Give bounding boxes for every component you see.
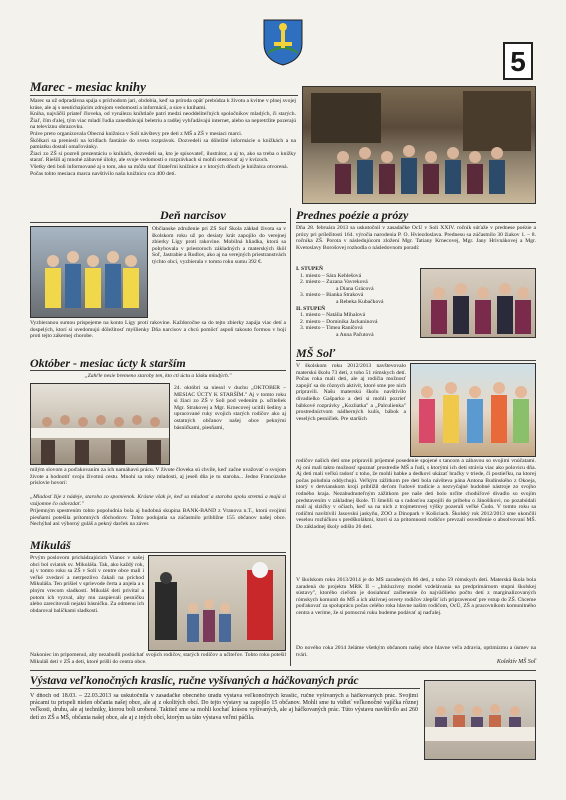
results-heading: II. STUPEŇ	[296, 305, 326, 312]
narcisy-text-right: Občianske združenie pri ZŠ Soľ Škola zákład života sa v školskom roku už po desiaty krát zapojilo do verejnej zbierky Ligy proti rakovine. Mobilná hliadka, ktorá sa pohybovala v priestoroch základných a materských škôl Soľ, Jastrabie a Rudlov, ako aj na verejných priestranstvách týchto obcí, vyzbierala v tomto roku sumu 392 €.	[152, 226, 286, 265]
narcisy-text-bottom: Vyzbieranou sumou prispejeme na konto Ligy proti rakovine. Každoročne sa do tejto zbierky zapája viac detí a dospelých, ktorí si uvedomujú dôležitosť myšlienky Dňa narcisov a chcú pomôcť aspoň takouto formou v boji proti tejto zákernej chorobe.	[30, 320, 286, 340]
ms-sol-photo	[410, 363, 536, 457]
marec-rule	[30, 95, 298, 96]
marec-paragraph: Škôlkari sa preniesli na krídlach fantázie do sveta rozprávok. Dozvedeli sa dôležité informácie o knižkách a na pamiatku dostali omaľovánky.	[30, 137, 296, 151]
marec-photo-library	[302, 86, 536, 204]
results-item: a Anna Pačutová	[336, 331, 374, 338]
results-item: a Diana Grácová	[336, 285, 374, 292]
oktober-quote: „Mladosť žije z nádeje, staroba zo spomienok. Krásne však je, keď sa mladosť a staroba spolu stretnú a majú si vzájomne čo odovzdať."	[30, 494, 286, 507]
coat-of-arms-icon	[262, 18, 304, 66]
results-heading: I. STUPEŇ	[296, 266, 324, 272]
marec-title: Marec - mesiac knihy	[30, 79, 146, 94]
marec-paragraph: Marec sa už odpradávna spája s príchodom jari, obdobia, keď sa príroda opäť prebúdza k životu a kvitne v plnej svojej kráse, ale aj s neutíchajúcim zdrojom vedomostí a informácií, a sice s knihami.	[30, 98, 296, 111]
mikulas-text-right: Prvým poslovom prichádzajúcich Vianoc v našej obci bol sviatok sv. Mikuláša. Tak, ako každý rok, aj v tomto roku sa ZŠ v Soli v centre obce mali i veľké zvedaví a netrpezlivo čakali na príchod Mikuláša. Ten prišiel v sprievode čerta a anjela a s plným vrecom sladkostí. Mikuláš deti privítal a potom ich vyzval, aby mu zaspievali pesničku alebo zarecitovali nejakú básničku. Za odmenu ich obdaroval balíčkami sladkostí.	[30, 555, 144, 614]
narcisy-rule	[30, 222, 286, 223]
prednes-title: Prednes poézie a prózy	[296, 208, 409, 222]
ms-sol-signature: Kolektív MŠ Soľ	[496, 659, 536, 665]
results-item: 3. miesto – Timea Raničová	[300, 325, 363, 332]
prednes-rule	[296, 222, 536, 223]
ms-sol-text-full: rodičov našich detí sme pripravili príjemné posedenie spojené s tancom a zábavou so svojimi vnúčatami. Aj oni mali takto možnosť spoznať prostredie MŠ a ľudí, s ktorými ich deti strávia viac ako polovicu dňa. Aj deti mali veľkú radosť z toho, že mohli babke a dedkovi ukázať hračky v triede, či postieľku, na ktorej počas poludnia oddychujú. Veľkým zážitkom pre deti bola návšteva pána Antona Budinského z Okoeja, ktorý v detvianskom kroji priblížil deťom ľudové tradície a nezvyčajné hudobné nástroje zo svojho rodného kraja. Nezabudnuteľným zážitkom pre naše deti bolo určite chodúľové divadlo so svojím predstavením v základnej škole. Ti šmelili sa s radosťou zapojili do príbehu o Jánošíkovi, no pozabúdali mali aj slzičky v očiach, keď sa na nich z trojmetrovej výšky pozerali veľké Čudo. V tomto roku sa rodičmi navštívili Jasovskú jaskyňu, ZOO a Dinopark v Košiciach. Školský rok 2012/2013 sme ukončili veselou rozlúčkou s predškolákmi, ktorí si za prítomnosti rodičov prevzali osvedčenie o absolvovaní MŠ. Do základnej školy odišlo 26 detí.	[296, 458, 536, 530]
prednes-results	[296, 266, 416, 339]
oktober-text-full: milým slovom a poďakovaním za ich namáhavú prácu. V živote človeka sú chvíle, keď začne uvažovať o svojom živote a hodnotiť svoju životnú cestu. Mnohí sa roky mladosti, aj jeseň dňa je tu staroba... Jedno Francúzske príslovie hovorí:	[30, 467, 286, 487]
mikulas-photo	[148, 555, 286, 651]
ms-sol-title: MŠ Soľ	[296, 346, 336, 360]
results-item: a Rebeka Kubačková	[336, 298, 384, 305]
results-item: 1. miesto – Natália Mihalová	[300, 312, 366, 319]
results-item: 1. miesto – Sára Keblešová	[300, 272, 362, 279]
marec-paragraph: Počas tohto mesiaca marca navštívilo našu knižnicu cca 400 detí.	[30, 170, 177, 177]
oktober-title: Október - mesiac úcty k starším	[30, 356, 186, 370]
mikulas-title: Mikuláš	[30, 538, 71, 552]
ms-sol-rule	[296, 360, 536, 361]
prednes-photo	[420, 268, 536, 338]
oktober-text-end: Príjemným spestrením tohto popoludnia bola aj hudobná skupina BANK-BAND z Vranova n.T., ktorá svojimi piesňami potešila prítomných dôchodcov. Tohto podujatia sa zúčastnilo približne 155 občanov našej obce. Nechýbal ani výborný guláš a pekný darček na záver.	[30, 508, 286, 528]
ms-sol-text-end: V školskom roku 2013/2014 je do MŠ zaradených 86 detí, z toho 59 rómskych detí. Materská škola bola zaradená do projektu MRK II – „Inkluzívny model vzdelávania na predprimárnom stupni školskej sústavy", ktorého cieľom je dosiahnuť začlenenie čo najväčšieho počtu detí z marginalizovaných rómskych komunít do MŠ a ich aktívnej osvety rodičov zlepšiť ich pripravenosť pre vstup do ZŠ. Chceme poďakovať za spoluprácu počas celého roka hlavne našim rodičom, OcÚ, ZŠ a pracovníkom komunitného centra a veríme, že si pomocnú ruku budeme podávať aj naďalej.	[296, 577, 536, 616]
vystava-top-rule	[30, 670, 536, 671]
oktober-photo	[30, 383, 170, 465]
results-item: 3. miesto – Bianka Straková	[300, 292, 364, 299]
marec-paragraph: Všetky deti boli informované aj o tom, ako sa môžu stať čitateľmi knižnice a v ktorých dňoch je knižnica otvorená.	[30, 163, 289, 170]
mikulas-text-full: Nakoniec im pripomenul, aby nezabudli poslúchať svojich rodičov, starých rodičov a učiteľov. Tohto roku potešil Mikuláš deti v ZŠ a deti, ktoré prišli do centra obce.	[30, 652, 286, 665]
vystava-rule	[30, 688, 420, 689]
oktober-motto: „Zahŕle nesie bremeno staroby ten, kto ctí úctu a lásku mladých."	[84, 373, 232, 379]
vystava-photo	[424, 680, 536, 760]
vystava-title: Výstava veľkonočných kraslíc, ručne vyšívaných a háčkovaných prác	[30, 675, 359, 687]
oktober-rule	[30, 370, 286, 371]
results-item: 2. miesto – Dominika Jackaninová	[300, 318, 378, 325]
results-item: 2. miesto – Zuzana Vavreková	[300, 279, 368, 286]
prednes-intro: Dňa 28. februára 2013 sa uskutočnil v zasadačke OcÚ v Soli XXIV. ročník súťaže v prednese poézie a prózy pri príležitosti 164. výročia narodenia P. O. Hviezdoslava. Prednesu sa zúčastnilo 30 žiakov 1. – 8. ročníka ZŠ. Porota v následujúcom zložení Mgr. Tatiany Krnecovej, Mgr. Jany Hrivnákovej a Mgr. Kvetoslavy Borošovej rozhodla o následovnom poradí:	[296, 225, 536, 251]
narcisy-title: Deň narcisov	[160, 208, 226, 222]
marec-text	[30, 98, 296, 210]
ms-sol-text-side: V školskom roku 2012/2013 navštevovalo materskú školu 73 detí, z toho 51 rómskych detí. Počas roka mali deti, ale aj rodičia možnosť zapojiť sa do rôznych aktivít, ktoré sme pre nich pripravili. Našu materskú školu navštívilo divadielko Gašparko a deti si mohli pozrieť bábkové rozprávky „Kozliatka" a „Palculienka" prostredníctvom nádherných kulís, bábok a veselých pesničiek. Pre starších	[296, 363, 406, 422]
page-number: 5	[503, 42, 533, 80]
marec-paragraph: Práve preto organizovala Obecná knižnica v Soli návštevy pre deti z MŠ a ZŠ v mesiaci marci.	[30, 130, 243, 137]
mikulas-rule	[30, 552, 286, 553]
marec-paragraph: Žiaci zo ZŠ si pozreli prezentáciu o knihách, dozvedeli sa, kto je spisovateľ, ilustrátor, a aj to, ako sa treba o knižky starať. Riešili aj mnohé zábavné úlohy, ale svoje vedomosti o rozprávkach si mohli otestovať aj v kvízoch.	[30, 150, 296, 164]
vystava-text: V dňoch od 18.03. – 22.03.2013 sa uskutočnila v zasadačke obecného úradu výstava veľkonočných kraslíc, ručne vyšívaných a háčkovaných prác. Svojimi prácami tu prispeli nielen občania našej obce, ale aj z okolitých obcí. Do tejto výstavy sa zapojilo 15 občanov. Mohli sme tu vidieť veľkonočné vajíčka rôznej veľkosti, druhu, ale aj techniky, ktorou boli urobené. Taktiež sme sa mohli kochať krásou vyšívaných, ale aj háčkovaných prác. Túto výstavu navštívilo asi 260 detí zo ZŠ a MŠ, občania našej obce, ale aj z iných obcí, ktorým sa táto výstava veľmi páčila.	[30, 693, 418, 721]
oktober-text-right: 24. októbri sa niesol v duchu „OKTÓBER – MESIAC ÚCTY K STARŠÍM." Aj v tomto roku si žiaci zo ZŠ v Soli pod vedením p. učiteliek Mgr. Strakovej a Mgr. Krnecovej ucitili šediny a upracované ruky svojich starých rodičov ako aj ostatných občanov našej obce peknými básničkami, piesňami,	[174, 385, 286, 431]
column-divider	[290, 208, 291, 666]
narcisy-photo	[30, 226, 148, 318]
ms-sol-wish: Do nového roka 2014 želáme všetkým občanom našej obce hlavne veľa zdravia, optimizmu a úsmev na tvári.	[296, 645, 536, 658]
marec-paragraph: Kniha, najväčší priateľ človeka, od vynálezu kníhtlače patrí medzi neoddeliteľných spoločníkov mladých, či starých. Žiaľ, čím ďalej, tým viac mladí ľudia zanedbávajú beletriu a radšej vyhľadávajú internet, alebo sa nepretržite pozerajú na televíznu obrazovku.	[30, 111, 296, 131]
